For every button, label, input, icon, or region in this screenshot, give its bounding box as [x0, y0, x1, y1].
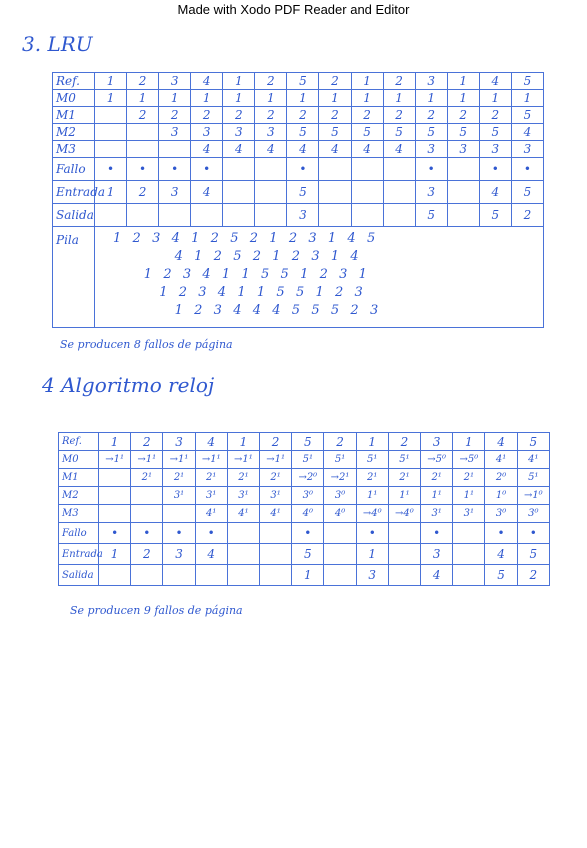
- table-cell: 5¹: [292, 451, 324, 469]
- row-label: M1: [53, 107, 95, 124]
- table-cell: →4⁰: [388, 505, 420, 523]
- table-cell: [447, 204, 479, 227]
- table-cell: 2: [324, 433, 356, 451]
- table-row: [53, 73, 544, 90]
- table-cell: [159, 141, 191, 158]
- table-cell: •: [191, 158, 223, 181]
- table-cell: [383, 204, 415, 227]
- table-cell: [260, 565, 292, 586]
- row-label: M1: [59, 469, 99, 487]
- table-cell: 3: [415, 73, 447, 90]
- table-cell: •: [127, 158, 159, 181]
- table-cell: →1¹: [99, 451, 131, 469]
- table-row: [53, 107, 544, 124]
- table-cell: [131, 487, 163, 505]
- table-cell: 5: [511, 107, 543, 124]
- table-cell: 3: [421, 433, 453, 451]
- table-cell: 1: [223, 90, 255, 107]
- table-cell: →2⁰: [292, 469, 324, 487]
- table-cell: [99, 505, 131, 523]
- table-cell: •: [479, 158, 511, 181]
- table-cell: →1¹: [163, 451, 195, 469]
- table-row: [59, 565, 550, 586]
- table-cell: 1: [127, 90, 159, 107]
- table-cell: 3: [415, 181, 447, 204]
- table-cell: 1: [227, 433, 259, 451]
- pila-line: 1 2 3 4 1 1 5 5 1 2 3 1: [113, 267, 368, 282]
- section4-title: 4 Algoritmo reloj: [42, 373, 215, 397]
- table-cell: 2: [319, 73, 351, 90]
- table-row: [53, 90, 544, 107]
- row-label: Entrada: [53, 181, 95, 204]
- table-cell: 2: [415, 107, 447, 124]
- table-cell: 4⁰: [292, 505, 324, 523]
- table-cell: →1¹: [260, 451, 292, 469]
- row-label: M2: [53, 124, 95, 141]
- table-cell: [227, 523, 259, 544]
- table-cell: 4¹: [485, 451, 517, 469]
- table-cell: 2¹: [163, 469, 195, 487]
- table-cell: [227, 544, 259, 565]
- row-label: Salida: [53, 204, 95, 227]
- table-cell: 2: [255, 73, 287, 90]
- table-cell: [195, 565, 227, 586]
- table-cell: •: [195, 523, 227, 544]
- table-cell: 1¹: [388, 487, 420, 505]
- table-cell: 2: [479, 107, 511, 124]
- table-cell: 4: [255, 141, 287, 158]
- table-cell: 3: [479, 141, 511, 158]
- table-cell: 4¹: [227, 505, 259, 523]
- table-cell: 3: [163, 544, 195, 565]
- table-cell: 1: [95, 90, 127, 107]
- table-cell: [447, 158, 479, 181]
- table-cell: [159, 204, 191, 227]
- table-cell: 1: [383, 90, 415, 107]
- table-cell: →2¹: [324, 469, 356, 487]
- table-cell: 3⁰: [324, 487, 356, 505]
- table-cell: 4¹: [195, 505, 227, 523]
- table-cell: 2¹: [453, 469, 485, 487]
- pila-line: 1 2 3 4 1 1 5 5 1 2 3: [113, 285, 364, 300]
- table-cell: 2: [260, 433, 292, 451]
- table-row: [59, 433, 550, 451]
- table-cell: [324, 523, 356, 544]
- section3-note: Se producen 8 fallos de página: [60, 338, 233, 351]
- table-cell: 5: [415, 204, 447, 227]
- table-cell: 4: [319, 141, 351, 158]
- table-cell: 3¹: [227, 487, 259, 505]
- table-cell: [127, 141, 159, 158]
- table-cell: 3: [447, 141, 479, 158]
- table-cell: 5: [479, 204, 511, 227]
- table-cell: 2¹: [356, 469, 388, 487]
- table-cell: •: [131, 523, 163, 544]
- table-cell: •: [485, 523, 517, 544]
- table-cell: 1: [223, 73, 255, 90]
- table-row: [59, 487, 550, 505]
- table-cell: 2⁰: [485, 469, 517, 487]
- table-cell: 4: [191, 73, 223, 90]
- table-cell: 3: [159, 124, 191, 141]
- table-cell: →5⁰: [421, 451, 453, 469]
- table-cell: 1: [351, 73, 383, 90]
- table-cell: 2¹: [227, 469, 259, 487]
- table-cell: 5: [287, 181, 319, 204]
- table-cell: [324, 544, 356, 565]
- table-cell: •: [99, 523, 131, 544]
- table-cell: 2¹: [260, 469, 292, 487]
- table-cell: 2: [159, 107, 191, 124]
- table-cell: [383, 158, 415, 181]
- table-cell: 5: [292, 433, 324, 451]
- table-cell: 1¹: [453, 487, 485, 505]
- table-cell: 1: [511, 90, 543, 107]
- table-cell: 2¹: [195, 469, 227, 487]
- table-cell: [351, 158, 383, 181]
- table-cell: [163, 505, 195, 523]
- table-cell: 4: [191, 181, 223, 204]
- table-cell: 5: [319, 124, 351, 141]
- row-label: M3: [53, 141, 95, 158]
- pila-label: Pila: [53, 227, 95, 328]
- table-cell: 5¹: [388, 451, 420, 469]
- table-cell: 1: [415, 90, 447, 107]
- row-label: Ref.: [59, 433, 99, 451]
- table-cell: 3¹: [195, 487, 227, 505]
- table-cell: •: [421, 523, 453, 544]
- table-cell: [223, 158, 255, 181]
- pila-stack: [95, 227, 544, 328]
- table-cell: [223, 181, 255, 204]
- table-cell: 3: [356, 565, 388, 586]
- table-cell: •: [292, 523, 324, 544]
- table-cell: 3: [223, 124, 255, 141]
- table-cell: 1: [319, 90, 351, 107]
- table-cell: 2: [351, 107, 383, 124]
- table-cell: 1: [356, 433, 388, 451]
- table-cell: 1⁰: [485, 487, 517, 505]
- row-label: M0: [53, 90, 95, 107]
- pila-line: 4 1 2 5 2 1 2 3 1 4: [113, 249, 360, 264]
- table-cell: [453, 544, 485, 565]
- table-cell: 1: [356, 544, 388, 565]
- table-row: [53, 204, 544, 227]
- pila-row: [53, 227, 544, 328]
- table-cell: [388, 523, 420, 544]
- table-cell: [453, 565, 485, 586]
- table-cell: [131, 505, 163, 523]
- section3-title: 3. LRU: [22, 32, 93, 56]
- table-cell: 3: [163, 433, 195, 451]
- lru-table: [52, 72, 544, 328]
- table-cell: 4¹: [517, 451, 549, 469]
- table-cell: 3⁰: [292, 487, 324, 505]
- table-cell: 4: [485, 544, 517, 565]
- table-cell: 1: [479, 90, 511, 107]
- table-cell: 4: [351, 141, 383, 158]
- table-row: [59, 451, 550, 469]
- row-label: Salida: [59, 565, 99, 586]
- table-cell: 5: [287, 124, 319, 141]
- table-cell: 5: [383, 124, 415, 141]
- table-cell: 5: [292, 544, 324, 565]
- table-cell: →4⁰: [356, 505, 388, 523]
- row-label: Fallo: [53, 158, 95, 181]
- table-cell: 4: [287, 141, 319, 158]
- table-cell: 5¹: [356, 451, 388, 469]
- table-cell: 2: [131, 433, 163, 451]
- table-cell: →1⁰: [517, 487, 549, 505]
- table-cell: 3: [159, 181, 191, 204]
- table-cell: 4: [421, 565, 453, 586]
- table-cell: [95, 141, 127, 158]
- table-cell: [99, 469, 131, 487]
- table-cell: 3¹: [163, 487, 195, 505]
- table-cell: 4: [479, 181, 511, 204]
- table-cell: 5¹: [517, 469, 549, 487]
- table-row: [59, 469, 550, 487]
- table-cell: 3¹: [453, 505, 485, 523]
- table-cell: →1¹: [195, 451, 227, 469]
- pila-line: 1 2 3 4 1 2 5 2 1 2 3 1 4 5: [113, 231, 377, 246]
- table-cell: 1: [287, 90, 319, 107]
- table-cell: 5: [447, 124, 479, 141]
- table-cell: [351, 204, 383, 227]
- table-cell: 2: [517, 565, 549, 586]
- table-cell: 1: [95, 181, 127, 204]
- table-cell: 4: [191, 141, 223, 158]
- table-cell: 1: [447, 73, 479, 90]
- table-cell: 4: [195, 433, 227, 451]
- table-cell: [223, 204, 255, 227]
- table-cell: [95, 204, 127, 227]
- row-label: Fallo: [59, 523, 99, 544]
- clock-table: [58, 432, 550, 586]
- table-cell: [388, 565, 420, 586]
- table-cell: •: [95, 158, 127, 181]
- table-cell: [319, 181, 351, 204]
- table-cell: 5: [485, 565, 517, 586]
- table-cell: •: [159, 158, 191, 181]
- table-cell: 1: [453, 433, 485, 451]
- table-cell: 1: [447, 90, 479, 107]
- table-cell: 4: [479, 73, 511, 90]
- table-row: [53, 141, 544, 158]
- table-cell: [255, 204, 287, 227]
- table-cell: 2: [287, 107, 319, 124]
- table-cell: 2: [383, 107, 415, 124]
- table-cell: 1: [191, 90, 223, 107]
- table-cell: 1¹: [421, 487, 453, 505]
- table-cell: [163, 565, 195, 586]
- table-cell: 2: [127, 73, 159, 90]
- table-cell: 2: [383, 73, 415, 90]
- table-cell: 1: [99, 433, 131, 451]
- table-cell: 5: [511, 73, 543, 90]
- table-cell: [260, 544, 292, 565]
- row-label: M2: [59, 487, 99, 505]
- table-cell: 3: [255, 124, 287, 141]
- table-cell: 1¹: [356, 487, 388, 505]
- table-cell: •: [415, 158, 447, 181]
- table-cell: [447, 181, 479, 204]
- table-row: [59, 505, 550, 523]
- table-cell: 1: [99, 544, 131, 565]
- table-cell: 3⁰: [517, 505, 549, 523]
- table-cell: 5: [517, 544, 549, 565]
- table-cell: 2: [131, 544, 163, 565]
- table-cell: 2: [388, 433, 420, 451]
- table-cell: 4: [485, 433, 517, 451]
- table-cell: [127, 124, 159, 141]
- table-cell: 2: [511, 204, 543, 227]
- table-cell: 2: [447, 107, 479, 124]
- table-cell: 1: [351, 90, 383, 107]
- table-cell: 4⁰: [324, 505, 356, 523]
- row-label: M3: [59, 505, 99, 523]
- table-cell: 2¹: [421, 469, 453, 487]
- pila-line: 1 2 3 4 4 4 5 5 5 2 3: [113, 303, 380, 318]
- table-cell: 4: [511, 124, 543, 141]
- row-label: Entrada: [59, 544, 99, 565]
- table-cell: 2: [127, 181, 159, 204]
- table-cell: 4: [383, 141, 415, 158]
- table-cell: [99, 565, 131, 586]
- table-cell: 3: [511, 141, 543, 158]
- table-cell: 3¹: [260, 487, 292, 505]
- table-cell: [227, 565, 259, 586]
- table-cell: [255, 181, 287, 204]
- table-cell: 3: [159, 73, 191, 90]
- table-cell: [351, 181, 383, 204]
- table-cell: 4: [223, 141, 255, 158]
- table-cell: •: [163, 523, 195, 544]
- table-cell: 1: [95, 73, 127, 90]
- table-row: [53, 158, 544, 181]
- table-row: [59, 544, 550, 565]
- table-cell: 5: [415, 124, 447, 141]
- table-cell: [383, 181, 415, 204]
- table-cell: [95, 107, 127, 124]
- table-cell: 5: [287, 73, 319, 90]
- table-cell: 3: [415, 141, 447, 158]
- table-cell: [127, 204, 159, 227]
- table-cell: 5: [479, 124, 511, 141]
- table-cell: [453, 523, 485, 544]
- table-cell: 2¹: [131, 469, 163, 487]
- table-cell: 2: [127, 107, 159, 124]
- table-cell: 5: [511, 181, 543, 204]
- table-cell: 3¹: [421, 505, 453, 523]
- table-cell: 5: [517, 433, 549, 451]
- table-row: [53, 124, 544, 141]
- table-cell: 3: [191, 124, 223, 141]
- table-cell: •: [511, 158, 543, 181]
- table-cell: [255, 158, 287, 181]
- app-banner: Made with Xodo PDF Reader and Editor: [177, 2, 410, 17]
- table-cell: 4¹: [260, 505, 292, 523]
- table-cell: [388, 544, 420, 565]
- table-cell: 1: [159, 90, 191, 107]
- table-cell: 3: [287, 204, 319, 227]
- table-cell: →1¹: [227, 451, 259, 469]
- table-cell: 2¹: [388, 469, 420, 487]
- row-label: Ref.: [53, 73, 95, 90]
- table-cell: •: [287, 158, 319, 181]
- section4-note: Se producen 9 fallos de página: [70, 604, 243, 617]
- table-cell: [99, 487, 131, 505]
- table-cell: 3⁰: [485, 505, 517, 523]
- table-cell: [319, 158, 351, 181]
- table-cell: [95, 124, 127, 141]
- table-cell: [324, 565, 356, 586]
- table-cell: 5¹: [324, 451, 356, 469]
- table-cell: →5⁰: [453, 451, 485, 469]
- table-cell: 5: [351, 124, 383, 141]
- table-cell: 2: [255, 107, 287, 124]
- table-cell: →1¹: [131, 451, 163, 469]
- row-label: M0: [59, 451, 99, 469]
- table-row: [59, 523, 550, 544]
- table-cell: 3: [421, 544, 453, 565]
- table-cell: 2: [223, 107, 255, 124]
- table-cell: [131, 565, 163, 586]
- table-cell: •: [517, 523, 549, 544]
- table-cell: [191, 204, 223, 227]
- table-cell: 2: [191, 107, 223, 124]
- table-cell: 1: [255, 90, 287, 107]
- table-cell: [260, 523, 292, 544]
- table-cell: •: [356, 523, 388, 544]
- table-cell: [319, 204, 351, 227]
- table-row: [53, 181, 544, 204]
- table-cell: 1: [292, 565, 324, 586]
- table-cell: 2: [319, 107, 351, 124]
- table-cell: 4: [195, 544, 227, 565]
